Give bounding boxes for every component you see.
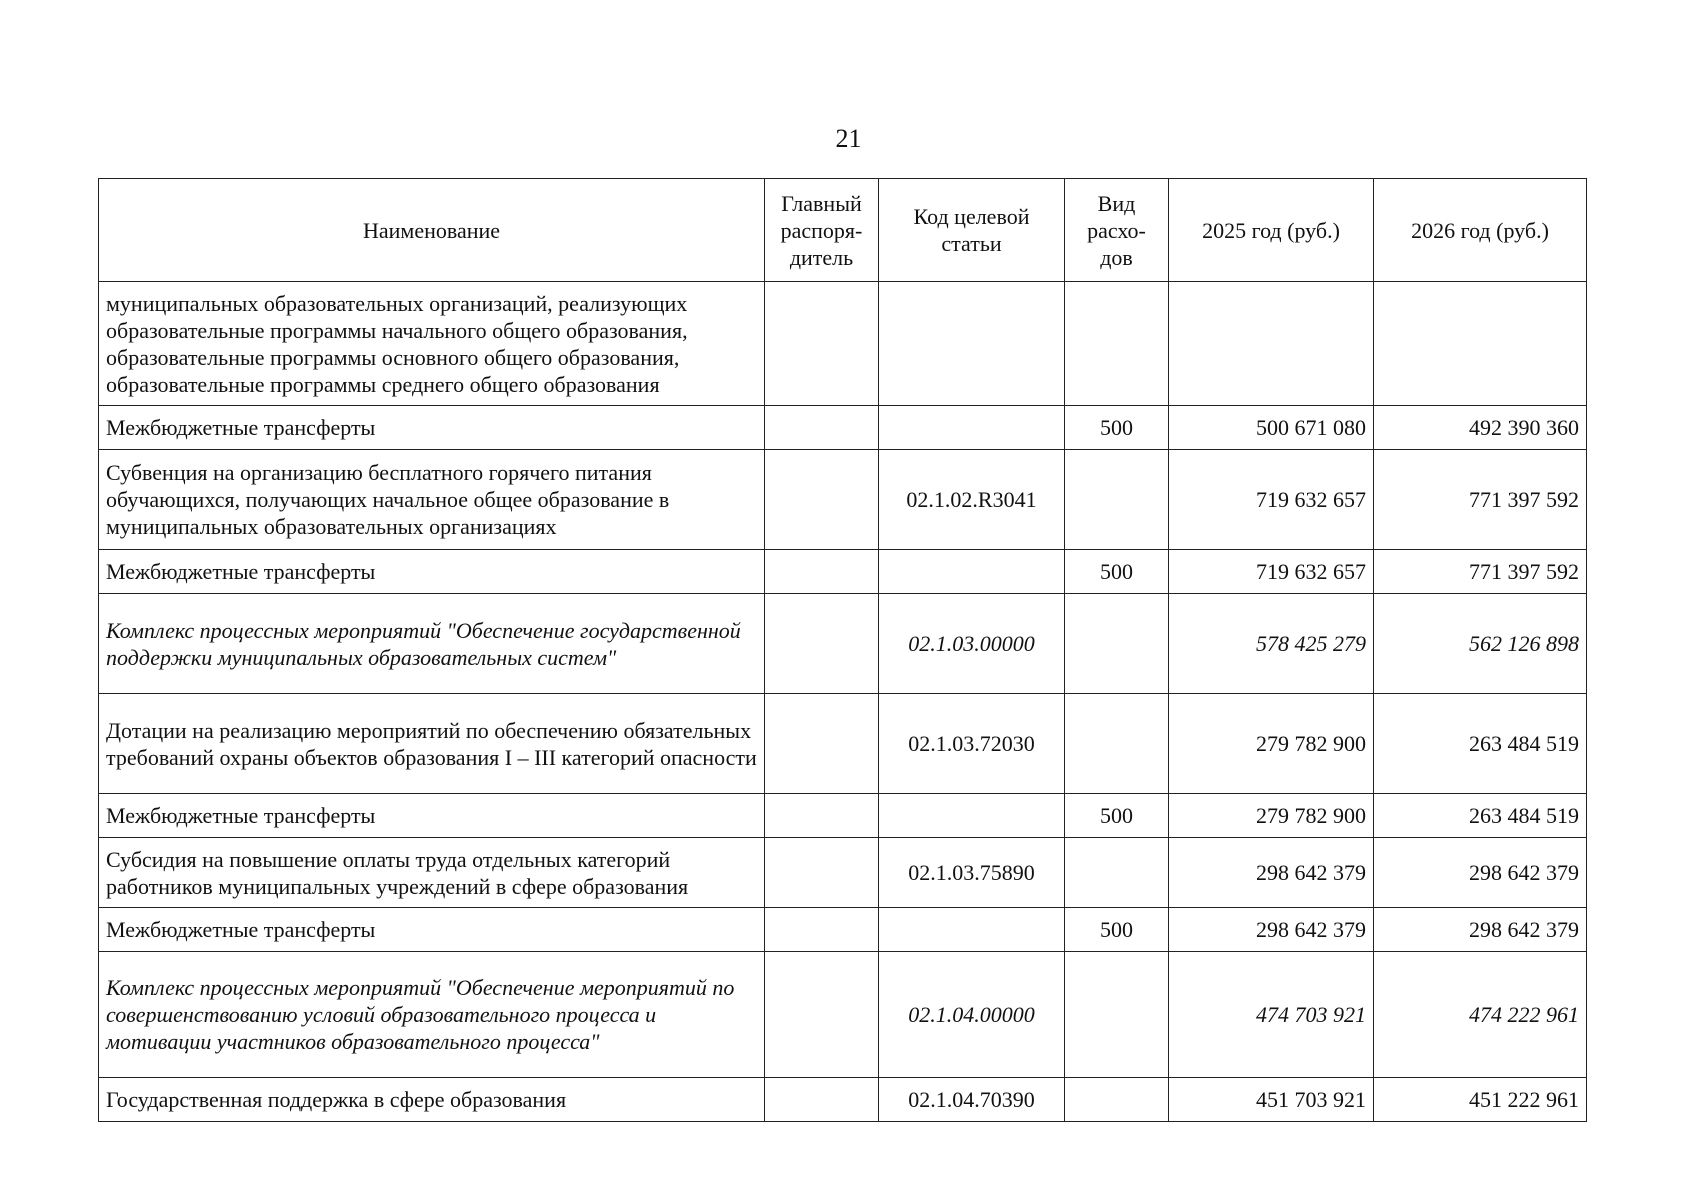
header-year-2025: 2025 год (руб.): [1169, 179, 1374, 282]
cell-code: [879, 908, 1065, 952]
cell-2026: 492 390 360: [1374, 406, 1587, 450]
cell-name: Межбюджетные трансферты: [99, 908, 765, 952]
cell-manager: [765, 594, 879, 694]
cell-manager: [765, 450, 879, 550]
cell-code: [879, 406, 1065, 450]
cell-2026: 263 484 519: [1374, 794, 1587, 838]
cell-name: Межбюджетные трансферты: [99, 550, 765, 594]
cell-name: Межбюджетные трансферты: [99, 794, 765, 838]
cell-2026: [1374, 282, 1587, 406]
cell-name: Дотации на реализацию мероприятий по обеспечению обязательных требований охраны объектов образования I – III категорий опасности: [99, 694, 765, 794]
cell-2026: 771 397 592: [1374, 450, 1587, 550]
cell-manager: [765, 550, 879, 594]
cell-2025: 474 703 921: [1169, 952, 1374, 1078]
cell-type: 500: [1065, 406, 1169, 450]
cell-type: 500: [1065, 794, 1169, 838]
cell-name: Государственная поддержка в сфере образования: [99, 1078, 765, 1122]
table-row: [99, 1078, 1587, 1122]
cell-type: [1065, 952, 1169, 1078]
cell-2025: 451 703 921: [1169, 1078, 1374, 1122]
cell-type: [1065, 838, 1169, 908]
cell-type: 500: [1065, 908, 1169, 952]
cell-manager: [765, 1078, 879, 1122]
cell-type: 500: [1065, 550, 1169, 594]
cell-type: [1065, 594, 1169, 694]
cell-code: 02.1.03.75890: [879, 838, 1065, 908]
cell-2025: 578 425 279: [1169, 594, 1374, 694]
table-row: [99, 282, 1587, 406]
cell-manager: [765, 406, 879, 450]
cell-2026: 771 397 592: [1374, 550, 1587, 594]
cell-2026: 562 126 898: [1374, 594, 1587, 694]
cell-code: 02.1.04.00000: [879, 952, 1065, 1078]
cell-type: [1065, 1078, 1169, 1122]
cell-manager: [765, 282, 879, 406]
cell-name: Комплекс процессных мероприятий "Обеспечение мероприятий по совершенствованию условий образовательного процесса и мотивации участников образовательного процесса": [99, 952, 765, 1078]
cell-code: 02.1.02.R3041: [879, 450, 1065, 550]
header-target-code: Код целевой статьи: [879, 179, 1065, 282]
cell-name: Субвенция на организацию бесплатного горячего питания обучающихся, получающих начальное общее образование в муниципальных образовательных организациях: [99, 450, 765, 550]
cell-type: [1065, 450, 1169, 550]
cell-manager: [765, 694, 879, 794]
cell-2026: 263 484 519: [1374, 694, 1587, 794]
table-row: [99, 908, 1587, 952]
cell-2025: 279 782 900: [1169, 694, 1374, 794]
cell-code: [879, 282, 1065, 406]
cell-name: Межбюджетные трансферты: [99, 406, 765, 450]
cell-2025: [1169, 282, 1374, 406]
table-row: [99, 794, 1587, 838]
cell-manager: [765, 908, 879, 952]
page-number: 21: [835, 124, 862, 153]
cell-2025: 719 632 657: [1169, 450, 1374, 550]
table-row: [99, 952, 1587, 1078]
cell-2026: 474 222 961: [1374, 952, 1587, 1078]
cell-manager: [765, 952, 879, 1078]
cell-type: [1065, 282, 1169, 406]
table-row: [99, 406, 1587, 450]
cell-2026: 298 642 379: [1374, 838, 1587, 908]
cell-name: Комплекс процессных мероприятий "Обеспечение государственной поддержки муниципальных образовательных систем": [99, 594, 765, 694]
header-name: Наименование: [99, 179, 765, 282]
header-expense-type: Вид расхо-дов: [1065, 179, 1169, 282]
table-row: [99, 450, 1587, 550]
cell-2025: 500 671 080: [1169, 406, 1374, 450]
cell-name: муниципальных образовательных организаций, реализующих образовательные программы начального общего образования, образовательные программы основного общего образования, образовательные программы среднего общего образования: [99, 282, 765, 406]
header-manager: Главный распоря-дитель: [765, 179, 879, 282]
table-row: [99, 694, 1587, 794]
cell-code: [879, 794, 1065, 838]
cell-2026: 451 222 961: [1374, 1078, 1587, 1122]
cell-2026: 298 642 379: [1374, 908, 1587, 952]
cell-2025: 298 642 379: [1169, 838, 1374, 908]
budget-table: [98, 178, 1587, 1122]
cell-manager: [765, 794, 879, 838]
cell-manager: [765, 838, 879, 908]
table-row: [99, 594, 1587, 694]
cell-code: [879, 550, 1065, 594]
header-year-2026: 2026 год (руб.): [1374, 179, 1587, 282]
cell-2025: 719 632 657: [1169, 550, 1374, 594]
cell-2025: 279 782 900: [1169, 794, 1374, 838]
cell-code: 02.1.04.70390: [879, 1078, 1065, 1122]
table-row: [99, 838, 1587, 908]
cell-type: [1065, 694, 1169, 794]
cell-code: 02.1.03.00000: [879, 594, 1065, 694]
cell-code: 02.1.03.72030: [879, 694, 1065, 794]
cell-name: Субсидия на повышение оплаты труда отдельных категорий работников муниципальных учреждений в сфере образования: [99, 838, 765, 908]
header-row: [99, 179, 1587, 282]
table-row: [99, 550, 1587, 594]
cell-2025: 298 642 379: [1169, 908, 1374, 952]
